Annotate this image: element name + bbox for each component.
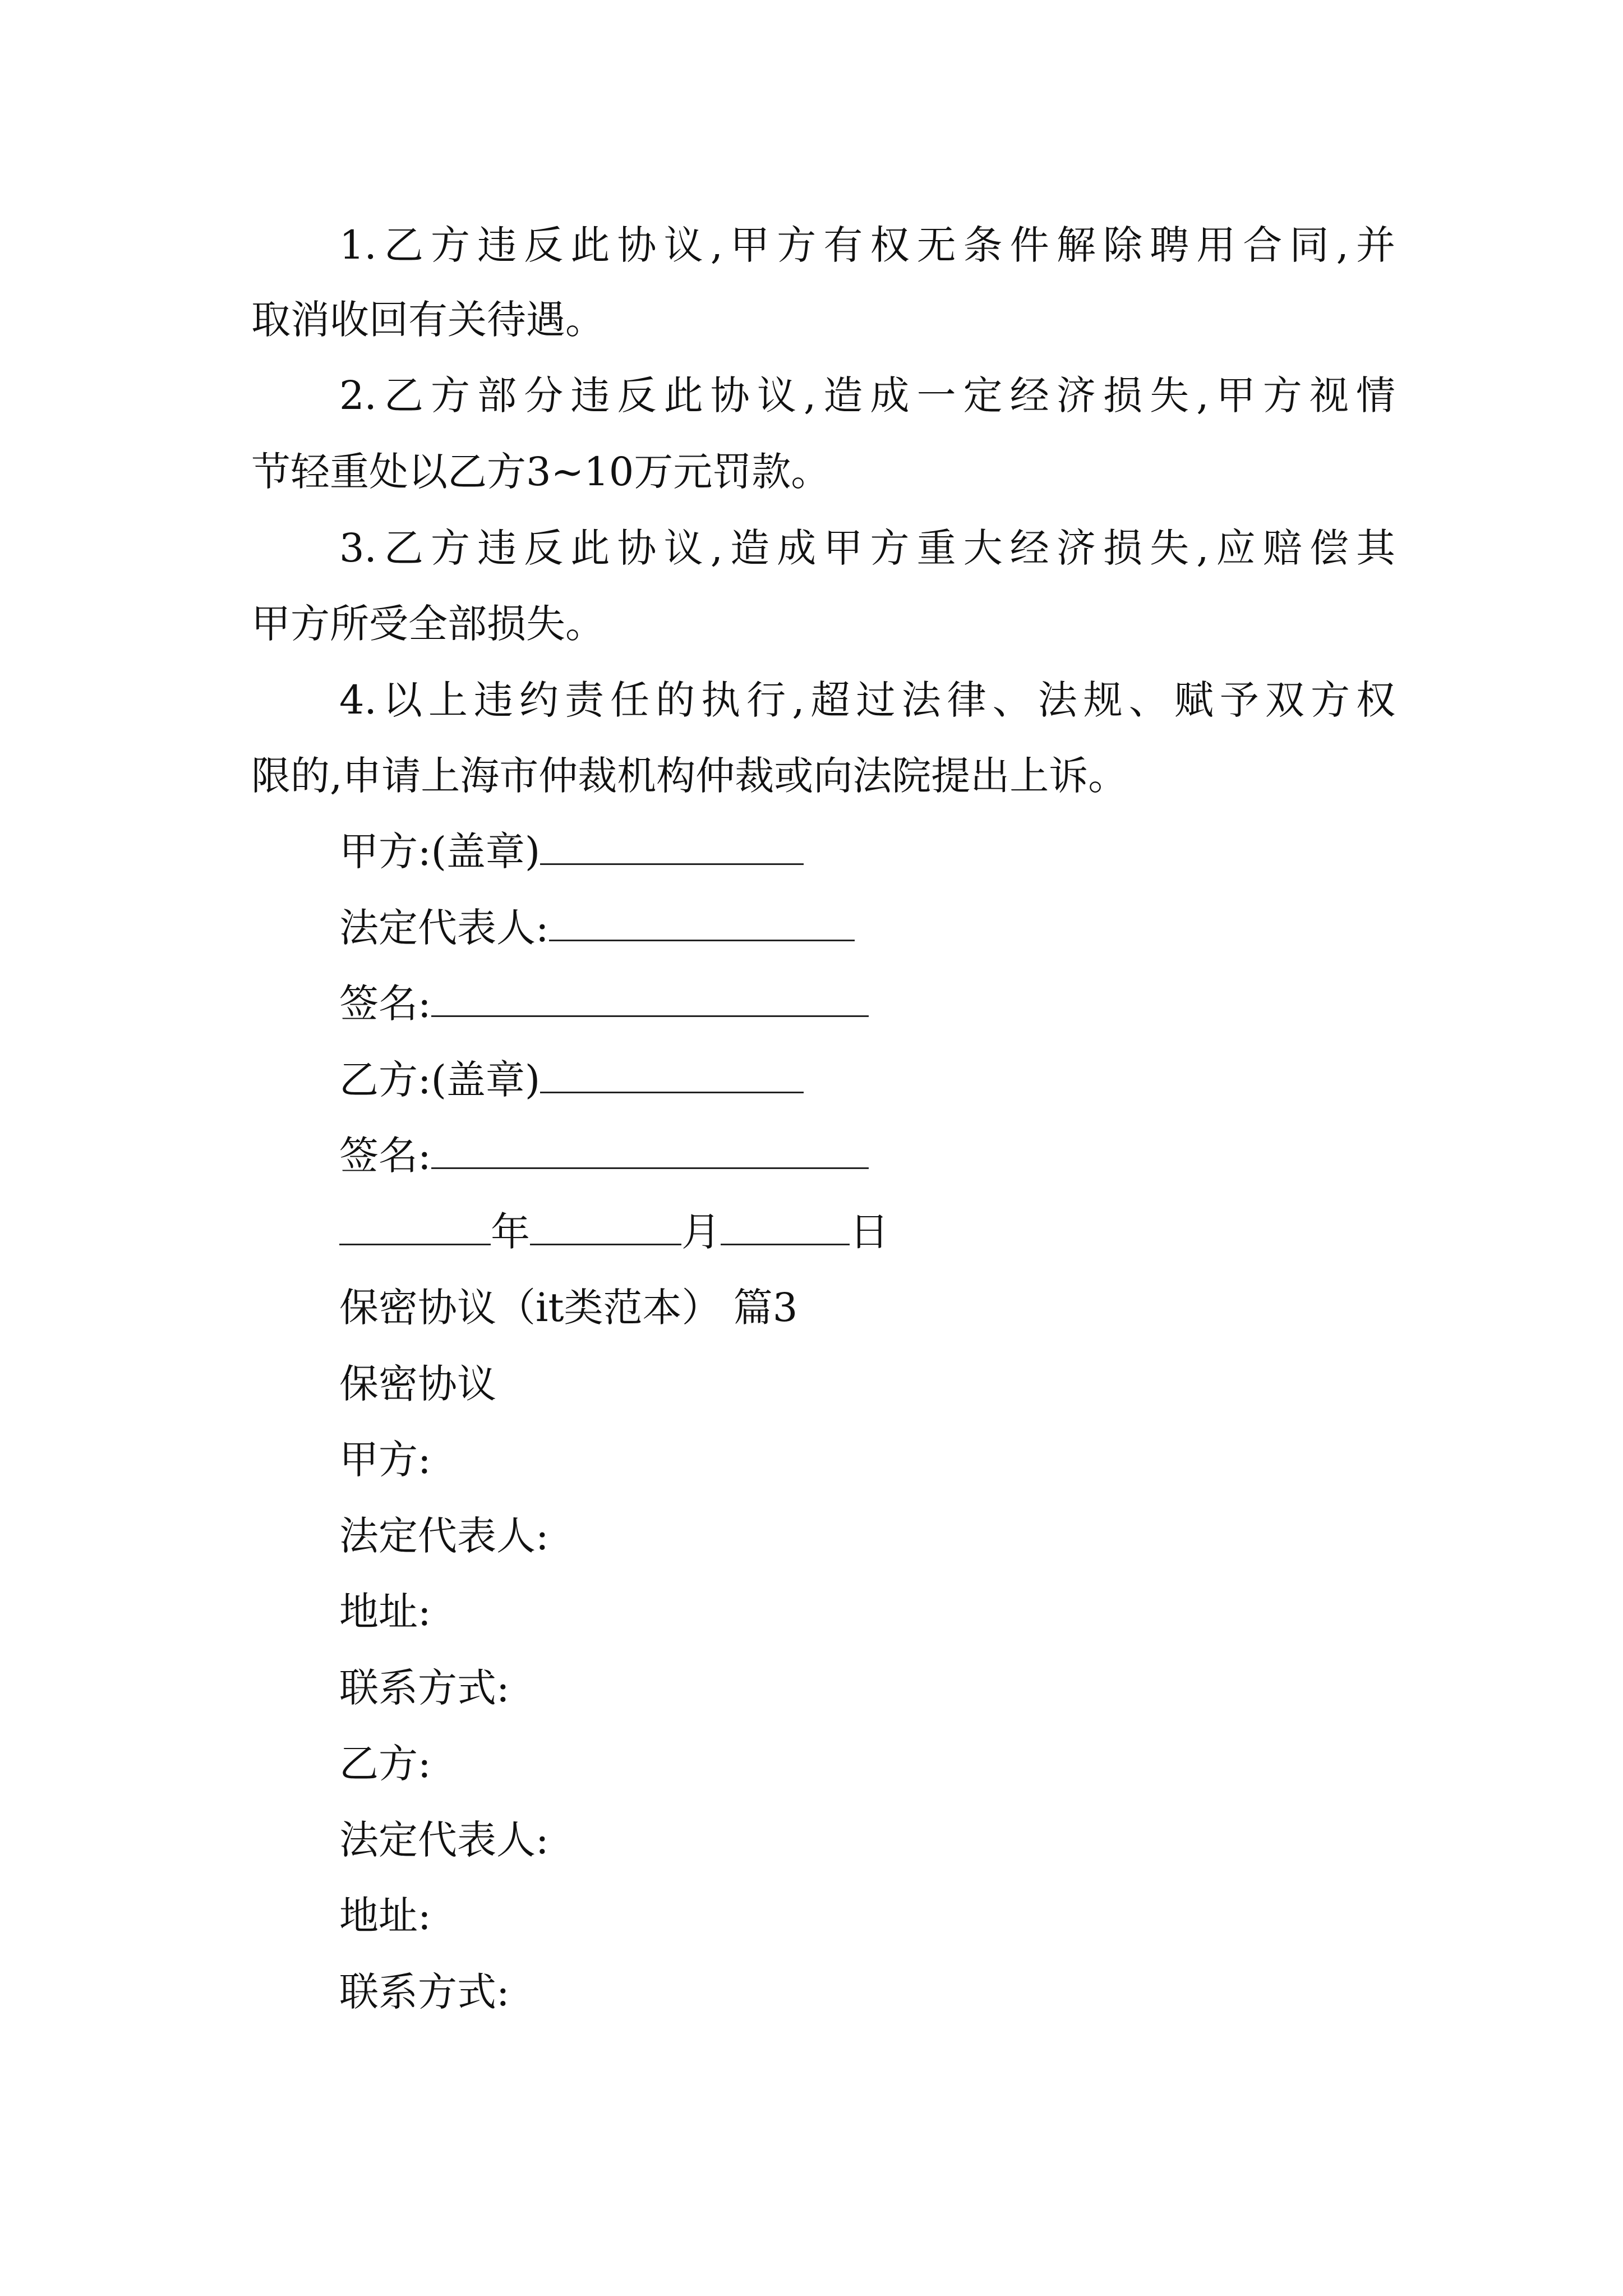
signature-legal-rep-label: 法定代表人: — [339, 905, 549, 951]
clause-1-line-1: 1.乙方违反此协议,甲方有权无条件解除聘用合同,并 — [339, 222, 1395, 268]
signature-party-a — [339, 826, 1483, 877]
signature-party-a-label: 甲方:(盖章) — [339, 829, 541, 875]
clause-2-line-2: 节轻重处以乙方3~10万元罚款。 — [251, 449, 831, 495]
section-heading: 保密协议（it类范本） 篇3 — [339, 1285, 798, 1331]
signature-sign-2-label: 签名: — [339, 1133, 431, 1179]
day-blank[interactable] — [721, 1209, 850, 1245]
date-month-label: 月 — [681, 1209, 721, 1255]
sign-2-blank[interactable] — [431, 1133, 869, 1169]
party-a-field: 甲方: — [339, 1437, 431, 1483]
address-a-field: 地址: — [339, 1589, 431, 1635]
clause-3-line-1: 3.乙方违反此协议,造成甲方重大经济损失,应赔偿其 — [339, 525, 1395, 571]
address-b-field: 地址: — [339, 1893, 431, 1939]
signature-sign-1-label: 签名: — [339, 981, 431, 1027]
clause-1-line-2: 取消收回有关待遇。 — [251, 297, 605, 343]
party-a-seal-blank[interactable] — [540, 829, 804, 865]
clause-3-line-2: 甲方所受全部损失。 — [251, 601, 605, 647]
contact-a-field: 联系方式: — [339, 1665, 510, 1711]
month-blank[interactable] — [530, 1209, 681, 1245]
signature-party-b — [339, 1055, 1483, 1105]
legal-rep-a-field: 法定代表人: — [339, 1513, 549, 1559]
year-blank[interactable] — [339, 1209, 491, 1245]
agreement-title: 保密协议 — [339, 1361, 496, 1407]
clause-2-line-1: 2.乙方部分违反此协议,造成一定经济损失,甲方视情 — [339, 372, 1395, 418]
signature-sign-1 — [339, 978, 1483, 1029]
legal-rep-blank[interactable] — [549, 905, 855, 941]
date-day-label: 日 — [850, 1209, 889, 1255]
party-b-field: 乙方: — [339, 1741, 431, 1787]
contact-b-field: 联系方式: — [339, 1969, 510, 2015]
legal-rep-b-field: 法定代表人: — [339, 1817, 549, 1863]
signature-date — [339, 1207, 1483, 1257]
date-year-label: 年 — [491, 1209, 530, 1255]
party-b-seal-blank[interactable] — [540, 1057, 804, 1093]
clause-4-line-1: 4.以上违约责任的执行,超过法律、法规、赋予双方权 — [339, 677, 1395, 723]
signature-sign-2 — [339, 1130, 1483, 1181]
signature-party-b-label: 乙方:(盖章) — [339, 1057, 541, 1103]
sign-1-blank[interactable] — [431, 981, 869, 1017]
clause-4-line-2: 限的,申请上海市仲裁机构仲裁或向法院提出上诉。 — [251, 753, 1128, 799]
signature-legal-rep — [339, 903, 1483, 953]
